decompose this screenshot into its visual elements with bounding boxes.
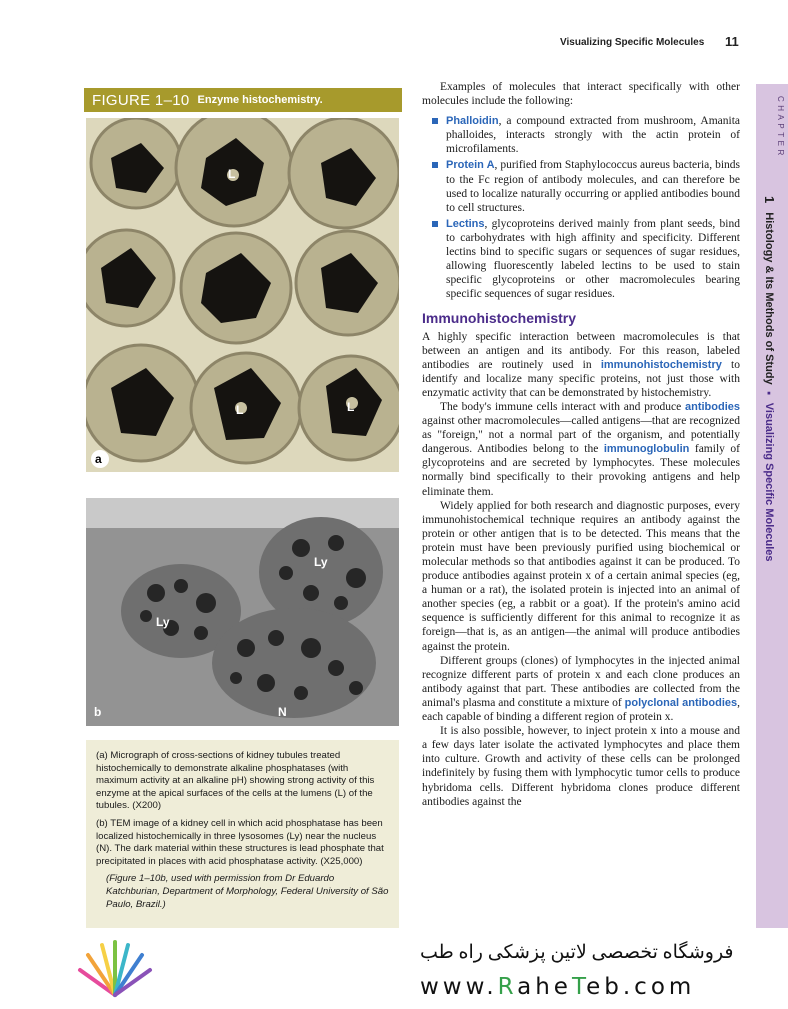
url-part: T <box>571 974 587 1000</box>
list-item <box>422 217 740 302</box>
lumen-label: L <box>228 167 236 181</box>
caption-credit: (Figure 1–10b, used with permission from Dr Eduardo Katchburian, Department of Morphology, Federal University of São Paulo, Brazil.) <box>106 873 389 910</box>
term-protein-a: Protein A <box>446 159 495 172</box>
sidebar-running-text <box>762 196 777 562</box>
running-header-title: Visualizing Specific Molecules <box>560 37 705 48</box>
paragraph <box>422 400 740 499</box>
paragraph: Widely applied for both research and diagnostic purposes, every immunohistochemical technique requires an antibody against the protein or other antigen that is to be detected. This means that the protein must have been previously purified using biochemical or molecular methods so that antibodies against it can be produced. To produce antibodies against protein x of a certain animal species (eg, a human or a rat), the isolated protein is injected into an animal of another species (eg, a rabbit or a goat). If the protein's amino acid sequence is sufficiently different for this animal to recognize it as foreign—that is, as an antigen—the animal will produce antibodies against the protein. <box>422 499 740 653</box>
url-part: R <box>497 974 518 1000</box>
url-part: ahe <box>517 974 572 1000</box>
text-run: Different groups (clones) of lymphocytes in the injected animal recognize different parts of protein x and each clone produces an antibody against that part. These antibodies are collected from the animal's plasma and constitute a mixture of <box>422 654 740 709</box>
text-run: family of glycoproteins and are secreted by lymphocytes. These molecules normally bind specifically to their provoking antigens and help eliminate them. <box>422 443 740 498</box>
body-text-column <box>422 80 740 809</box>
list-item <box>422 158 740 214</box>
figure-banner <box>84 88 402 112</box>
text-run: to identify and localize many specific proteins, not just those with enzymatic activity that can be demonstrated by histochemistry. <box>422 358 740 399</box>
section-heading: Immunohistochemistry <box>422 310 577 327</box>
figure-title: Enzyme histochemistry. <box>197 94 323 106</box>
figure-label: FIGURE 1–10 <box>92 91 190 109</box>
intro-paragraph: Examples of molecules that interact specifically with other molecules include the following: <box>422 81 740 108</box>
list-item-text: , purified from Staphylococcus aureus bacteria, binds to the Fc region of antibody molecules, and can therefore be used to localize naturally occurring or applied antibodies bound to cell structures. <box>446 159 740 214</box>
bullet-square-icon <box>432 221 438 227</box>
url-part: .com <box>622 974 696 1000</box>
tem-image-lysosomes <box>86 498 399 726</box>
term-immunoglobulin: immunoglobulin <box>603 443 690 456</box>
paragraph: It is also possible, however, to inject protein x into a mouse and a few days later isolate the activated lymphocytes and place them into culture. Growth and activity of these cells can be prolonged indefinitely by fusing them with lymphocytic tumor cells to produce hybridoma cells. Different hybridoma clones produce different antibodies against the <box>422 725 740 808</box>
list-item-text: , glycoproteins derived mainly from plant seeds, bind to carbohydrates with high affinity and specificity. Different lectins bind to specific sugars or sequences of sugar residues, allowing fluorescently labeled lectins to be used to stain specific glycoproteins or other macromolecules bearing specific sequences of sugar residues. <box>446 217 740 301</box>
term-antibodies: antibodies <box>684 400 740 413</box>
term-phalloidin: Phalloidin <box>446 115 499 128</box>
molecule-list <box>422 114 740 301</box>
bullet-square-icon <box>432 162 438 168</box>
caption-a: (a) Micrograph of cross-sections of kidney tubules treated histochemically to demonstrate alkaline phosphatases (with maximum activity at an alkaline pH) showing strong activity of this enzyme at the apical surfaces of the cells at the lumens (L) of the tubules. (X200) <box>96 750 375 812</box>
list-item <box>422 114 740 156</box>
url-part: www. <box>420 974 498 1000</box>
term-polyclonal-antibodies: polyclonal antibodies <box>624 696 738 709</box>
nucleus-label: N <box>278 705 287 719</box>
sidebar-section-title: Visualizing Specific Molecules <box>763 402 775 562</box>
text-run: against other macromolecules—called antigens—that are recognized as "foreign," not a normal part of the organism, and potentially dangerous. Antibodies belong to the <box>422 415 740 456</box>
lumen-label: L <box>347 400 355 414</box>
lysosome-label: Ly <box>314 555 328 569</box>
term-lectins: Lectins <box>446 217 485 230</box>
page-number: 11 <box>725 34 739 49</box>
lysosome-label: Ly <box>156 615 170 629</box>
panel-letter-a: a <box>95 452 102 466</box>
text-run: , each capable of binding a different region of protein x. <box>422 696 741 724</box>
bullet-square-icon <box>432 118 438 124</box>
sidebar-chapter-word: CHAPTER <box>776 96 785 159</box>
term-immunohistochemistry: immunohistochemistry <box>600 358 722 371</box>
paragraph <box>422 330 740 400</box>
text-run: The body's immune cells interact with and produce <box>440 400 685 413</box>
lumen-label: L <box>236 403 244 417</box>
list-item-text: , a compound extracted from mushroom, Amanita phalloides, interacts strongly with the actin protein of microfilaments. <box>446 115 740 156</box>
chapter-sidebar <box>756 84 788 946</box>
caption-b: (b) TEM image of a kidney cell in which acid phosphatase has been localized histochemically in three lysosomes (Ly) near the nucleus (N). The dark material within these structures is lead phosphate that precipitated in places with acid phosphatase activity. (X25,000) <box>96 817 384 867</box>
text-run: A highly specific interaction between macromolecules is that between an antigen and its antibody. For this reason, labeled antibodies are routinely used in <box>422 330 740 371</box>
paragraph <box>422 654 740 724</box>
micrograph-kidney-tubules <box>86 118 399 472</box>
sidebar-chapter-number: 1 <box>762 196 777 204</box>
figure-caption <box>86 740 399 930</box>
sidebar-separator: ▪ <box>763 387 775 400</box>
watermark-url <box>420 974 695 1000</box>
rahe-teb-logo-icon <box>70 940 160 1005</box>
url-part: eb <box>586 974 623 1000</box>
watermark-persian-title: فروشگاه تخصصی لاتین پزشکی راه طب <box>420 942 734 963</box>
panel-letter-b: b <box>94 705 102 719</box>
sidebar-chapter-title: Histology & Its Methods of Study <box>763 212 775 385</box>
